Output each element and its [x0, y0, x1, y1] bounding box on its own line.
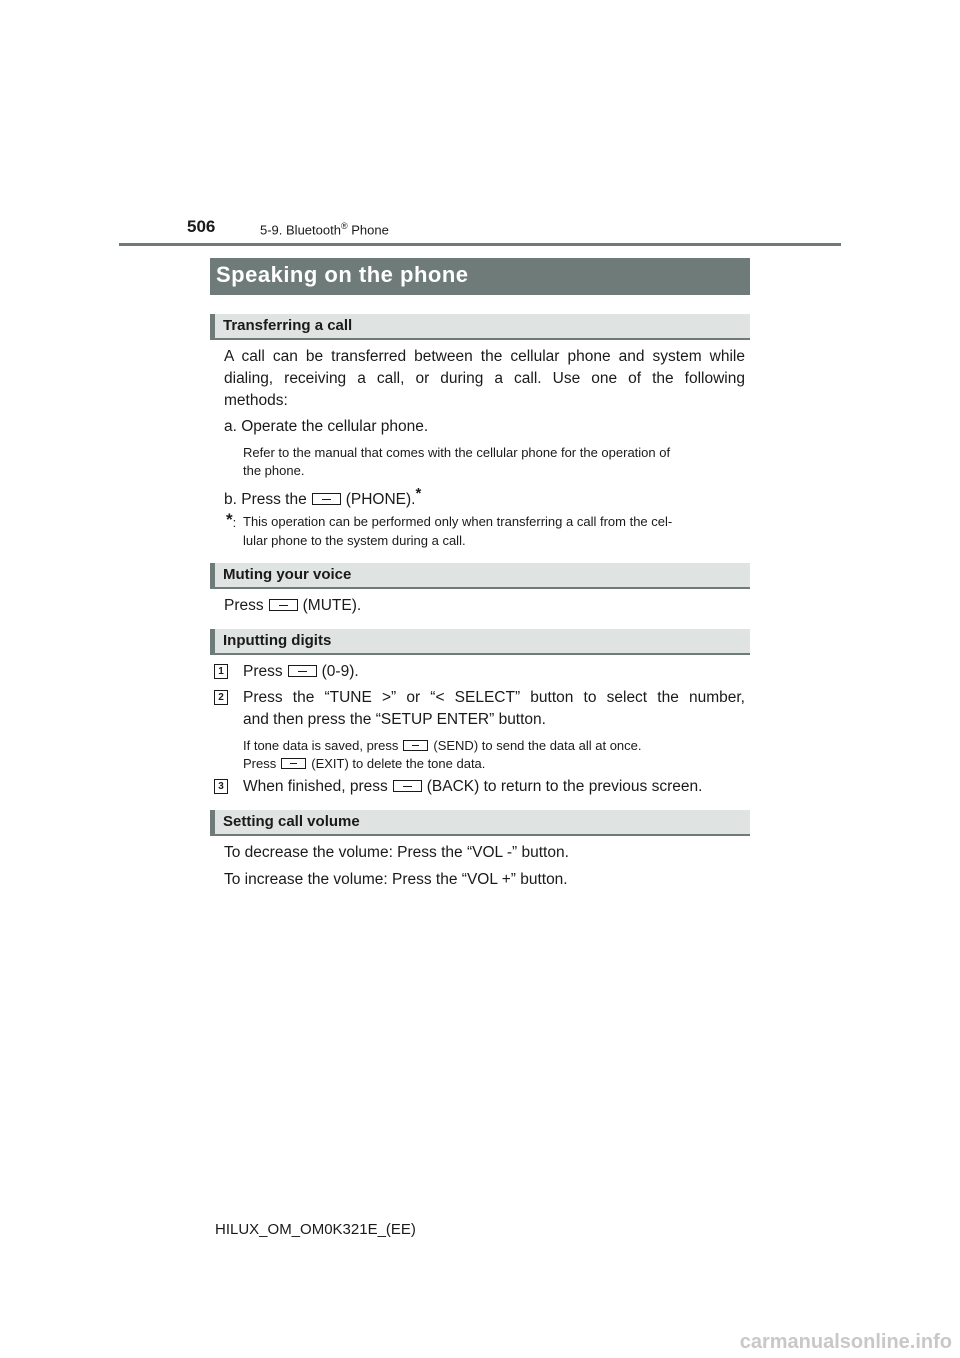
back-button-icon — [393, 780, 422, 792]
step-1-post: (0-9). — [321, 663, 359, 680]
page-number: 506 — [187, 217, 216, 236]
option-a: a. Operate the cellular phone. — [224, 418, 429, 435]
heading-accent — [210, 563, 215, 587]
step-2-line1: Press the “TUNE >” or “< SELECT” button to select the number, — [243, 689, 745, 706]
section-prefix: 5-9. Bluetooth — [260, 222, 341, 238]
step-1-text — [243, 661, 359, 683]
transfer-intro-line1: A call can be transferred between the cellular phone and system while — [224, 348, 745, 365]
registered-mark: ® — [340, 221, 348, 231]
mute-pre: Press — [224, 597, 264, 614]
section-suffix: Phone — [347, 222, 389, 238]
mute-instruction — [224, 595, 361, 617]
step-2-note1 — [243, 737, 642, 755]
step-1-pre: Press — [243, 663, 283, 680]
heading-muting — [210, 563, 750, 589]
heading-accent — [210, 314, 215, 338]
phone-button-icon — [312, 493, 341, 505]
exit-button-icon — [281, 758, 306, 769]
option-b-post: (PHONE). — [345, 491, 416, 508]
option-b — [224, 483, 421, 511]
volume-increase: To increase the volume: Press the “VOL +” button. — [224, 871, 568, 888]
mute-button-icon — [269, 599, 298, 611]
section-reference — [260, 221, 389, 237]
heading-transferring — [210, 314, 750, 340]
heading-accent — [210, 629, 215, 653]
mute-post: (MUTE). — [302, 597, 362, 614]
note1-pre: If tone data is saved, press — [243, 738, 399, 753]
step-3-pre: When finished, press — [243, 778, 388, 795]
step-2-line2: and then press the “SETUP ENTER” button. — [243, 711, 546, 728]
heading-text: Transferring a call — [223, 317, 353, 334]
footnote-asterisk: * — [226, 510, 233, 529]
step-1-badge: 1 — [214, 664, 228, 679]
header-rule — [119, 243, 841, 246]
heading-text: Muting your voice — [223, 566, 352, 583]
send-button-icon — [403, 740, 428, 751]
step-2-badge: 2 — [214, 690, 228, 705]
page-title: Speaking on the phone — [216, 262, 469, 287]
volume-decrease: To decrease the volume: Press the “VOL -” button. — [224, 844, 569, 861]
footnote-colon: : — [232, 515, 237, 530]
watermark-text: carmanualsonline.info — [739, 1331, 952, 1353]
page-title-bar — [210, 258, 750, 295]
option-a-note-line2: the phone. — [243, 463, 305, 478]
digit-button-icon — [288, 665, 317, 677]
heading-call-volume — [210, 810, 750, 836]
note1-post: (SEND) to send the data all at once. — [433, 738, 642, 753]
step-3-text — [243, 776, 702, 798]
note2-pre: Press — [243, 756, 277, 771]
option-b-pre: b. Press the — [224, 491, 307, 508]
footnote-line1: This operation can be performed only when transferring a call from the cel- — [243, 514, 673, 529]
footnote-marker — [226, 511, 236, 532]
transfer-intro-line2: dialing, receiving a call, or during a call. Use one of the following — [224, 370, 745, 387]
document-code: HILUX_OM_OM0K321E_(EE) — [215, 1221, 416, 1238]
footnote-line2: lular phone to the system during a call. — [243, 533, 466, 548]
option-b-asterisk: * — [415, 485, 422, 502]
heading-text: Inputting digits — [223, 632, 332, 649]
heading-inputting-digits — [210, 629, 750, 655]
heading-text: Setting call volume — [223, 813, 360, 830]
note2-post: (EXIT) to delete the tone data. — [311, 756, 486, 771]
option-a-note-line1: Refer to the manual that comes with the cellular phone for the operation of — [243, 445, 671, 460]
step-3-post: (BACK) to return to the previous screen. — [426, 778, 703, 795]
transfer-intro-line3: methods: — [224, 392, 288, 409]
heading-accent — [210, 810, 215, 834]
step-3-badge: 3 — [214, 779, 228, 794]
step-2-note2 — [243, 755, 485, 773]
